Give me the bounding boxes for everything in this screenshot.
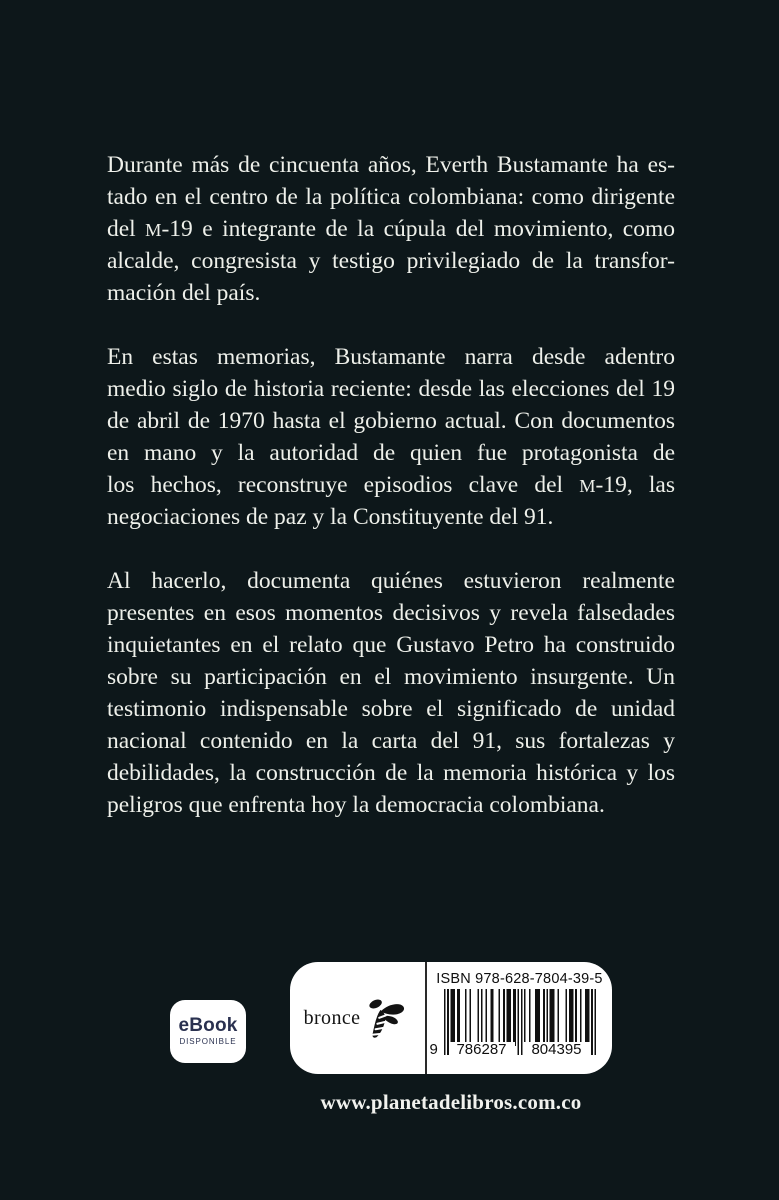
paragraph <box>107 149 675 309</box>
text-line: debilidades, la construcción de la memoria histórica y los <box>107 760 675 786</box>
text-line: En estas memorias, Bustamante narra desde adentro <box>107 344 675 370</box>
bee-icon <box>363 994 411 1044</box>
text-line: en mano y la autoridad de quien fue protagonista de <box>107 440 675 466</box>
text-line: presentes en esos momentos decisivos y revela falsedades <box>107 600 675 626</box>
text-line: inquietantes en el relato que Gustavo Petro ha construido <box>107 632 675 658</box>
text-line: tado en el centro de la política colombiana: como dirigente <box>107 184 675 210</box>
synopsis <box>107 149 675 821</box>
paragraph <box>107 341 675 533</box>
barcode-digits-left: 786287 <box>449 1042 515 1057</box>
text-line: medio siglo de historia reciente: desde las elecciones del 19 <box>107 376 675 402</box>
imprint-barcode-plaque <box>290 962 612 1074</box>
text-line: negociaciones de paz y la Constituyente del 91. <box>107 504 554 530</box>
text-line: sobre su participación en el movimiento insurgente. Un <box>107 664 675 690</box>
ebook-badge-subtitle: DISPONIBLE <box>179 1037 237 1046</box>
barcode-digit-first: 9 <box>429 1041 438 1058</box>
text-line: alcalde, congresista y testigo privilegiado de la transfor- <box>107 248 675 274</box>
text-line: peligros que enfrenta hoy la democracia colombiana. <box>107 792 605 818</box>
text-line: de abril de 1970 hasta el gobierno actual. Con documentos <box>107 408 675 434</box>
text-line: Al hacerlo, documenta quiénes estuvieron realmente <box>107 568 675 594</box>
text-line: del M-19 e integrante de la cúpula del movimiento, como <box>107 216 675 242</box>
ean13-barcode <box>429 989 596 1058</box>
barcode-section <box>427 962 612 1074</box>
paragraph <box>107 565 675 821</box>
text-line: testimonio indispensable sobre el significado de unidad <box>107 696 675 722</box>
text-line: mación del país. <box>107 280 261 306</box>
imprint-section <box>290 962 425 1074</box>
text-line: nacional contenido en la carta del 91, sus fortalezas y <box>107 728 675 754</box>
publisher-website: www.planetadelibros.com.co <box>320 1090 582 1114</box>
imprint-name: bronce <box>303 1006 361 1029</box>
barcode-digits-right: 804395 <box>524 1042 590 1057</box>
isbn-label: ISBN 978-628-7804-39-5 <box>436 971 603 987</box>
text-line: Durante más de cincuenta años, Everth Bustamante ha es- <box>107 152 675 178</box>
ebook-badge-title: eBook <box>178 1015 238 1036</box>
text-line: los hechos, reconstruye episodios clave del M-19, las <box>107 472 676 498</box>
ebook-badge <box>170 1000 246 1063</box>
